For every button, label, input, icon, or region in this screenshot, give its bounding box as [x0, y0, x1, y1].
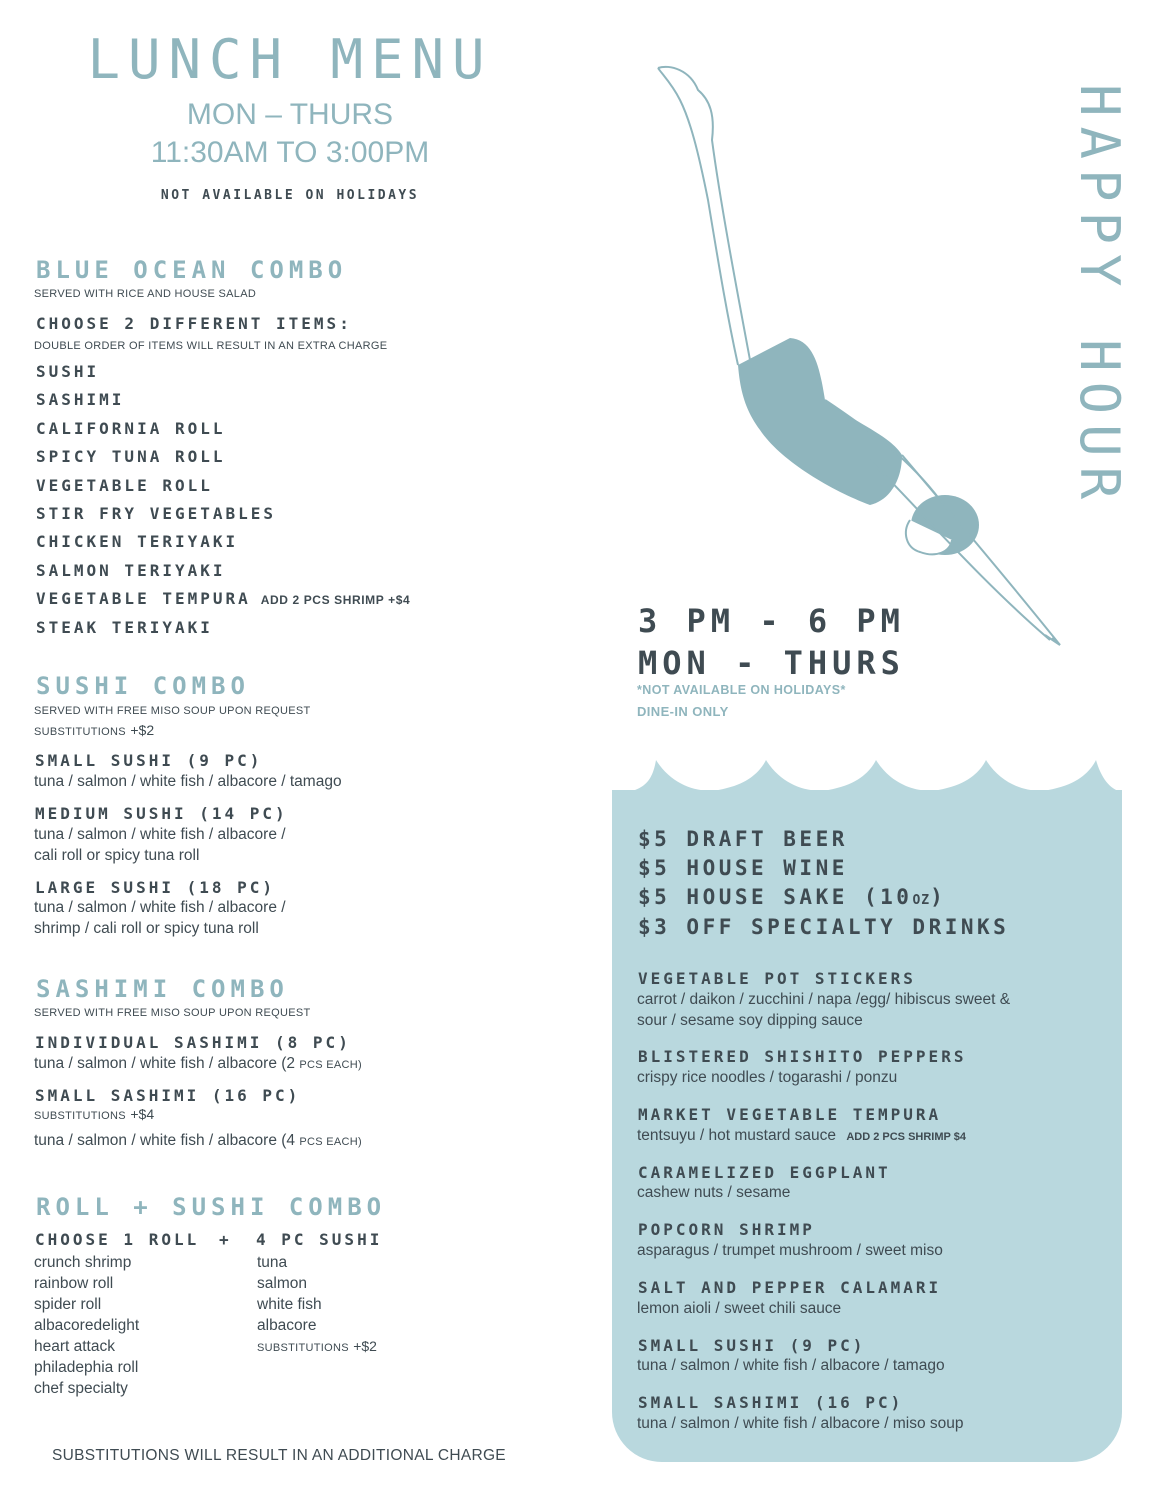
drink-item: $5 HOUSE WINE: [638, 856, 848, 880]
hh-item-desc: tuna / salmon / white fish / albacore / miso soup: [637, 1415, 964, 1432]
list-item: SPICY TUNA ROLL: [36, 447, 226, 467]
small-sashimi-substitutions: [34, 1106, 154, 1124]
desc-suffix: PCS EACH): [299, 1059, 362, 1071]
item-name: VEGETABLE TEMPURA: [36, 589, 251, 609]
hh-item-desc: cashew nuts / sesame: [637, 1184, 791, 1201]
drink-item: $3 OFF SPECIALTY DRINKS: [638, 915, 1010, 939]
roll-list: [34, 1252, 139, 1399]
list-item: heart attack: [34, 1338, 115, 1355]
list-item: tuna: [257, 1254, 288, 1271]
small-sushi-name: SMALL SUSHI (9 PC): [35, 751, 263, 770]
list-item: white fish: [257, 1296, 322, 1313]
drink-close: ): [930, 885, 947, 909]
desc-suffix: PCS EACH): [299, 1136, 362, 1148]
happy-hour-days: MON - THURS: [638, 644, 905, 682]
list-item: VEGETABLE ROLL: [36, 475, 213, 495]
list-item: crunch shrimp: [34, 1254, 132, 1271]
sushi-combo-title: SUSHI COMBO: [36, 672, 250, 700]
drink-text: $5 HOUSE SAKE (10: [638, 885, 913, 909]
lunch-hours: 11:30AM TO 3:00PM: [150, 136, 430, 169]
desc-text: tuna / salmon / white fish / albacore (4: [34, 1132, 296, 1149]
individual-sashimi-desc: [34, 1053, 362, 1076]
hh-item-desc: lemon aioli / sweet chili sauce: [637, 1300, 842, 1317]
hh-item-name: CARAMELIZED EGGPLANT: [638, 1163, 891, 1182]
hh-item-name: SMALL SUSHI (9 PC): [638, 1336, 866, 1355]
sushi-combo-substitutions: [34, 722, 154, 740]
substitutions-price: +$2: [353, 1338, 377, 1354]
list-item: albacoredelight: [34, 1317, 140, 1334]
blue-ocean-subtitle: SERVED WITH RICE AND HOUSE SALAD: [34, 288, 257, 300]
drink-item-sake: [638, 885, 946, 909]
hh-item-desc: tuna / salmon / white fish / albacore / tamago: [637, 1357, 945, 1374]
blue-ocean-items: [36, 362, 410, 646]
blue-ocean-choose-note: DOUBLE ORDER OF ITEMS WILL RESULT IN AN EXTRA CHARGE: [34, 340, 388, 352]
choose-roll-label: CHOOSE 1 ROLL: [35, 1230, 200, 1249]
diver-illustration: [640, 60, 1070, 660]
individual-sashimi-name: INDIVIDUAL SASHIMI (8 PC): [35, 1033, 351, 1052]
hh-item-desc: asparagus / trumpet mushroom / sweet miso: [637, 1242, 943, 1259]
list-item: spider roll: [34, 1296, 102, 1313]
sashimi-combo-title: SASHIMI COMBO: [36, 975, 289, 1003]
footer-note: SUBSTITUTIONS WILL RESULT IN AN ADDITIONAL CHARGE: [52, 1447, 506, 1464]
sushi-combo-subtitle: SERVED WITH FREE MISO SOUP UPON REQUEST: [34, 705, 311, 717]
choose-sushi-label: 4 PC SUSHI: [256, 1230, 383, 1249]
substitutions-price: +$2: [130, 722, 155, 738]
blue-ocean-choose: CHOOSE 2 DIFFERENT ITEMS:: [36, 314, 352, 333]
happy-hour-time: 3 PM - 6 PM: [638, 602, 905, 640]
large-sushi-name: LARGE SUSHI (18 PC): [35, 878, 276, 897]
lunch-note: NOT AVAILABLE ON HOLIDAYS: [160, 188, 420, 203]
medium-sushi-desc-2: cali roll or spicy tuna roll: [34, 847, 200, 864]
small-sashimi-name: SMALL SASHIMI (16 PC): [35, 1086, 301, 1105]
substitutions-label: SUBSTITUTIONS: [34, 726, 126, 738]
happy-hour-note: *NOT AVAILABLE ON HOLIDAYS*: [637, 683, 846, 697]
sashimi-combo-subtitle: SERVED WITH FREE MISO SOUP UPON REQUEST: [34, 1007, 311, 1019]
hh-item-desc-2: sour / sesame soy dipping sauce: [637, 1012, 863, 1029]
hh-item-name: POPCORN SHRIMP: [638, 1220, 815, 1239]
sushi-choice-list: [257, 1252, 377, 1359]
hh-item-desc: carrot / daikon / zucchini / napa /egg/ hibiscus sweet &: [637, 991, 1011, 1008]
substitutions-price: +$4: [130, 1106, 155, 1122]
list-item: SASHIMI: [36, 390, 125, 410]
roll-sushi-title: ROLL + SUSHI COMBO: [36, 1193, 387, 1221]
list-item: SALMON TERIYAKI: [36, 560, 226, 580]
hh-item-name: BLISTERED SHISHITO PEPPERS: [638, 1047, 967, 1066]
hh-item-desc: crispy rice noodles / togarashi / ponzu: [637, 1069, 898, 1086]
hh-item-name: VEGETABLE POT STICKERS: [638, 969, 916, 988]
happy-hour-dine-in: DINE-IN ONLY: [637, 704, 729, 719]
happy-hour-vertical-title: HAPPY HOUR: [1068, 84, 1131, 510]
list-item: CALIFORNIA ROLL: [36, 418, 226, 438]
list-item: SUSHI: [36, 362, 100, 381]
substitutions-label: SUBSTITUTIONS: [257, 1342, 349, 1354]
hh-tempura-addon: ADD 2 PCS SHRIMP $4: [846, 1131, 966, 1143]
large-sushi-desc-1: tuna / salmon / white fish / albacore /: [34, 899, 286, 916]
small-sashimi-desc: [34, 1130, 362, 1153]
list-item: STIR FRY VEGETABLES: [36, 503, 277, 523]
page-title: LUNCH MENU: [87, 28, 493, 91]
large-sushi-desc-2: shrimp / cali roll or spicy tuna roll: [34, 920, 259, 937]
list-item: [36, 589, 410, 617]
desc-text: tuna / salmon / white fish / albacore (2: [34, 1055, 296, 1072]
medium-sushi-name: MEDIUM SUSHI (14 PC): [35, 804, 288, 823]
list-item: [257, 1336, 377, 1359]
list-item: CHICKEN TERIYAKI: [36, 532, 239, 552]
substitutions-label: SUBSTITUTIONS: [34, 1110, 126, 1122]
hh-item-name: SMALL SASHIMI (16 PC): [638, 1393, 904, 1412]
hh-item-name: SALT AND PEPPER CALAMARI: [638, 1278, 942, 1297]
list-item: rainbow roll: [34, 1275, 114, 1292]
list-item: albacore: [257, 1317, 317, 1334]
tempura-addon: ADD 2 PCS SHRIMP +$4: [260, 593, 411, 608]
list-item: philadephia roll: [34, 1359, 139, 1376]
list-item: STEAK TERIYAKI: [36, 617, 213, 637]
blue-ocean-title: BLUE OCEAN COMBO: [36, 256, 348, 284]
small-sushi-desc: tuna / salmon / white fish / albacore / tamago: [34, 773, 342, 790]
hh-item-name: MARKET VEGETABLE TEMPURA: [638, 1105, 942, 1124]
plus-sign: +: [219, 1230, 232, 1249]
desc-text: tentsuyu / hot mustard sauce: [637, 1127, 837, 1144]
drink-unit: OZ: [912, 893, 931, 908]
list-item: salmon: [257, 1275, 307, 1292]
drink-item: $5 DRAFT BEER: [638, 827, 848, 851]
medium-sushi-desc-1: tuna / salmon / white fish / albacore /: [34, 826, 286, 843]
hh-item-desc: [637, 1125, 966, 1148]
lunch-days: MON – THURS: [186, 98, 394, 131]
list-item: chef specialty: [34, 1380, 128, 1397]
